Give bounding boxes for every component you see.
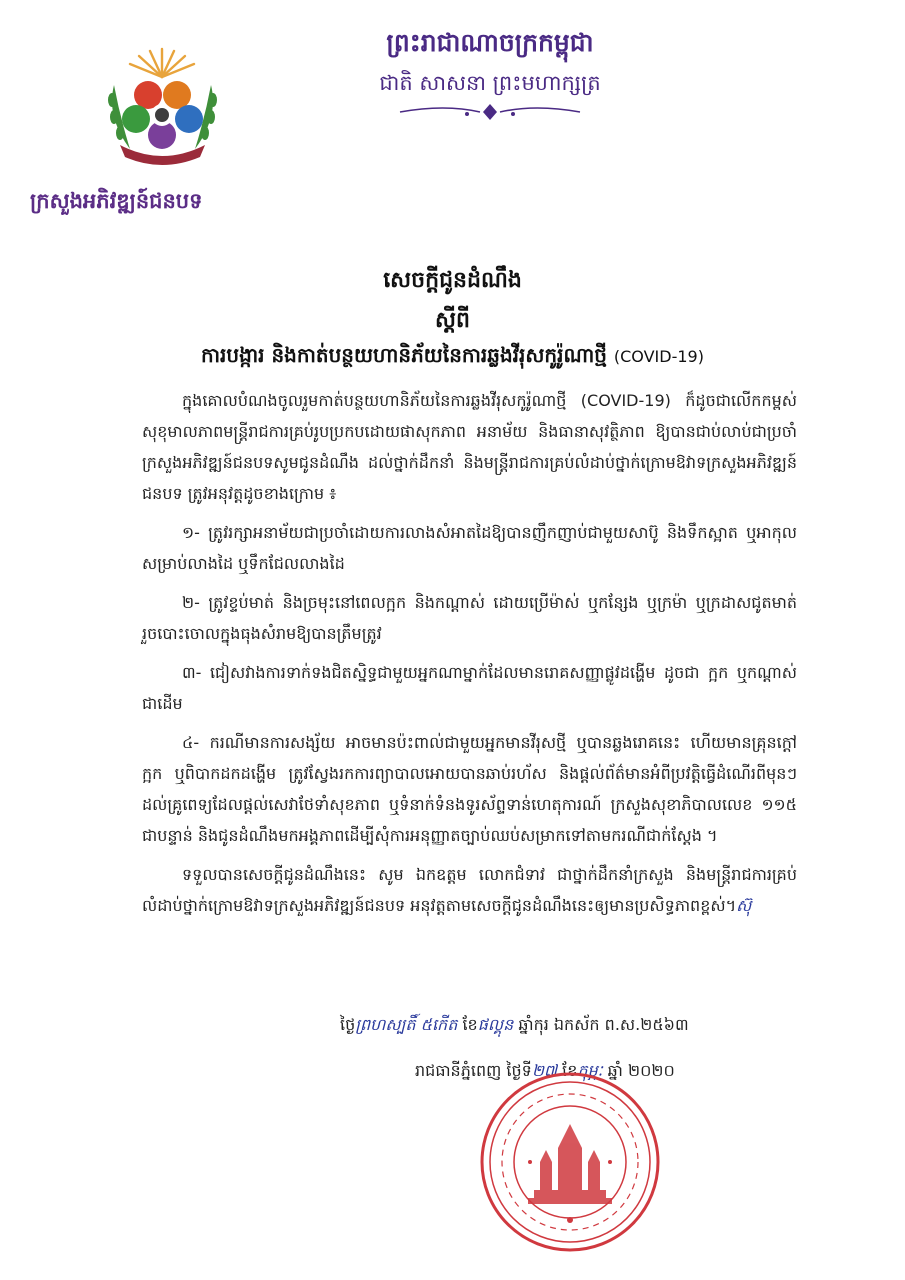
city-prefix: រាជធានីភ្នំពេញ ថ្ងៃទី bbox=[415, 1061, 532, 1080]
date-year: ឆ្នាំ ២០២០ bbox=[607, 1061, 675, 1080]
ministry-name: ក្រសួងអភិវឌ្ឍន៍ជនបទ bbox=[30, 188, 203, 213]
list-item-3: ៣- ជៀសវាងការទាក់ទងជិតស្និទ្ធជាមួយអ្នកណាម្នាក់ដែលមានរោគសញ្ញាផ្លូវដង្ហើម ដូចជា ក្អក ឬកណ្តាស់ ជាដើម bbox=[142, 663, 797, 713]
handwritten-initials: ស៊ុ bbox=[736, 896, 752, 915]
closing-paragraph bbox=[142, 859, 797, 921]
notice-subject-text: ការបង្ការ និងកាត់បន្ថយហានិភ័យនៃការឆ្លងវីរុសកូរ៉ូណាថ្មី bbox=[201, 343, 607, 367]
list-item-4: ៤- ករណីមានការសង្ស័យ អាចមានប៉ះពាល់ជាមួយអ្នកមានវីរុសថ្មី ឬបានឆ្លងរោគនេះ ហើយមានគ្រុនក្តៅ ក្អក ឬពិបាកដកដង្ហើម ត្រូវស្វែងរកការព្យាបាលអោយបានឆាប់រហ័ស និងផ្តល់ព័ត៌មានអំពីប្រវត្តិធ្វើដំណើរពីមុនៗដល់គ្រូពេទ្យដែលផ្តល់សេវាថែទាំសុខភាព ឬទំនាក់ទំនងទូរស័ព្ទទាន់ហេតុការណ៍ ក្រសួងសុខាភិបាលលេខ ១១៥ ជាបន្ទាន់ និងជូនដំណឹងមកអង្គភាពដើម្បីសុំការអនុញ្ញាតច្បាប់ឈប់សម្រាកទៅតាមករណីជាក់ស្តែង ។ bbox=[142, 733, 797, 845]
ornament-divider bbox=[395, 102, 585, 122]
lunar-month-prefix: ខែ bbox=[462, 1015, 478, 1034]
lunar-day-prefix: ថ្ងៃ bbox=[340, 1015, 356, 1034]
lunar-month: ផល្គុន bbox=[477, 1015, 514, 1034]
list-item-2: ២- ត្រូវខ្ទប់មាត់ និងច្រមុះនៅពេលក្អក និងកណ្តាស់ ដោយប្រើម៉ាស់ ឬកន្សែង ឬក្រម៉ា ឬក្រដាសជូតមាត់ រួចបោះចោលក្នុងធុងសំរាមឱ្យបានត្រឹមត្រូវ bbox=[142, 593, 797, 643]
date-month: កុម្ភៈ bbox=[577, 1061, 603, 1080]
lunar-year: ឆ្នាំកុរ ឯកស័ក ព.ស.២៥៦៣ bbox=[518, 1015, 689, 1034]
notice-subject-label: ស្តីពី bbox=[435, 307, 470, 333]
date-day: ២៧ bbox=[531, 1061, 558, 1080]
notice-subject-code: (COVID-19) bbox=[613, 347, 704, 366]
notice-subject bbox=[20, 342, 885, 372]
intro-paragraph: ក្នុងគោលបំណងចូលរួមកាត់បន្ថយហានិភ័យនៃការឆ្លងវីរុសកូរ៉ូណាថ្មី (COVID-19) ក៏ដូចជាលើកកម្ពស់សុខុមាលភាពមន្ត្រីរាជការគ្រប់រូបប្រកបដោយផាសុកភាព អនាម័យ និងធានាសុវត្ថិភាព ឱ្យបានជាប់លាប់ជាប្រចាំ ក្រសួងអភិវឌ្ឍន៍ជនបទសូមជូនដំណឹង ដល់ថ្នាក់ដឹកនាំ និងមន្ត្រីរាជការគ្រប់លំដាប់ថ្នាក់ក្រោមឱវាទក្រសួងអភិវឌ្ឍន៍ជនបទ ត្រូវអនុវត្តដូចខាងក្រោម ៖ bbox=[142, 391, 797, 503]
official-seal bbox=[478, 1070, 663, 1255]
list-item-1: ១- ត្រូវរក្សាអនាម័យជាប្រចាំដោយការលាងសំអាតដៃឱ្យបានញឹកញាប់ជាមួយសាប៊ូ និងទឹកស្អាត ឬអាកុលសម្រាប់លាងដៃ ឬទឹកជែលលាងដៃ bbox=[142, 523, 797, 573]
notice-body bbox=[142, 385, 797, 921]
notice-title: សេចក្តីជូនដំណឹង bbox=[383, 267, 522, 293]
kingdom-heading: ព្រះរាជាណាចក្រកម្ពុជា bbox=[386, 28, 594, 57]
lunar-day: ព្រហស្បតិ៍ ៥កើត bbox=[355, 1015, 458, 1034]
ministry-logo bbox=[100, 45, 225, 170]
national-motto: ជាតិ សាសនា ព្រះមហាក្សត្រ bbox=[379, 71, 601, 95]
month-prefix: ខែ bbox=[562, 1061, 578, 1080]
closing-text: ទទួលបានសេចក្តីជូនដំណឹងនេះ សូម ឯកឧត្តម លោកជំទាវ ជាថ្នាក់ដឹកនាំក្រសួង និងមន្ត្រីរាជការគ្រប់លំដាប់ថ្នាក់ក្រោមឱវាទក្រសួងអភិវឌ្ឍន៍ជនបទ អនុវត្តតាមសេចក្តីជូនដំណឹងនេះឲ្យមានប្រសិទ្ធភាពខ្ពស់។ bbox=[142, 865, 797, 915]
lunar-date bbox=[340, 1014, 840, 1038]
